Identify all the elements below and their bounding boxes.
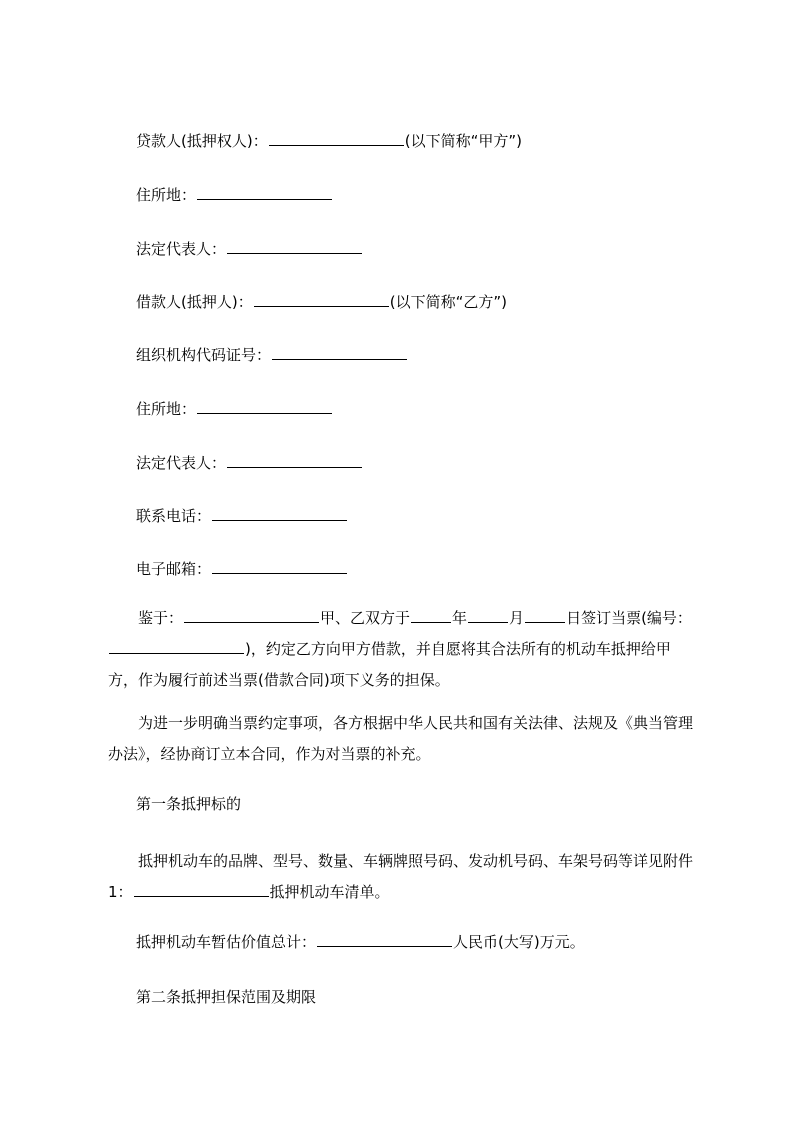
- recital-ticket-no-blank[interactable]: [109, 639, 244, 654]
- email-line: [136, 559, 348, 579]
- borrower-rep-blank[interactable]: [227, 453, 362, 468]
- lender-rep-blank[interactable]: [227, 239, 362, 254]
- recital-day-blank[interactable]: [525, 608, 565, 623]
- article1-p1-part2: 抵押机动车清单。: [269, 883, 390, 901]
- lender-blank[interactable]: [269, 131, 404, 146]
- borrower-line: [136, 292, 507, 312]
- lender-label: 贷款人(抵押权人)：: [136, 132, 268, 150]
- article1-p1-part1: 抵押机动车的品牌、型号、数量、车辆牌照号码、发动机号码、车架号码等详见附件 1：: [108, 852, 694, 901]
- org-code-line: [136, 345, 408, 365]
- recital-blank-1[interactable]: [184, 608, 319, 623]
- article1-heading: 第一条抵押标的: [136, 795, 242, 813]
- recital-part1: 甲、乙双方于: [320, 609, 411, 627]
- lender-address-line: [136, 185, 333, 205]
- lender-rep-line: [136, 239, 363, 259]
- lender-line: [136, 131, 522, 151]
- org-code-blank[interactable]: [272, 345, 407, 360]
- borrower-blank[interactable]: [254, 292, 389, 307]
- lender-address-blank[interactable]: [197, 185, 332, 200]
- recital-year-blank[interactable]: [411, 608, 451, 623]
- borrower-label: 借款人(抵押人)：: [136, 293, 253, 311]
- borrower-rep-line: [136, 453, 363, 473]
- org-code-label: 组织机构代码证号：: [136, 346, 272, 364]
- article1-para2: [136, 932, 585, 952]
- article1-para1: [108, 846, 700, 908]
- email-label: 电子邮箱：: [136, 560, 212, 578]
- borrower-address-blank[interactable]: [197, 399, 332, 414]
- article1-p2-part2: 人民币(大写)万元。: [453, 933, 585, 951]
- recital-prefix: 鉴于：: [138, 609, 184, 627]
- borrower-address-line: [136, 399, 333, 419]
- phone-label: 联系电话：: [136, 507, 212, 525]
- purpose-paragraph: [108, 708, 700, 770]
- article2-heading: 第二条抵押担保范围及期限: [136, 988, 317, 1006]
- borrower-suffix: (以下简称“乙方”): [389, 293, 507, 311]
- lender-rep-label: 法定代表人：: [136, 240, 227, 258]
- recital-month: 月: [509, 609, 525, 627]
- recital-paragraph: [108, 603, 700, 696]
- lender-suffix: (以下简称“甲方”): [404, 132, 522, 150]
- borrower-address-label: 住所地：: [136, 400, 197, 418]
- recital-part2: 日签订当票(编号：: [566, 609, 692, 627]
- phone-blank[interactable]: [212, 506, 347, 521]
- article1-p1-blank[interactable]: [134, 882, 269, 897]
- recital-part3: )，约定乙方向甲方借款，并自愿将其合法所有的机动车抵押给甲方，作为履行前述当票(借款合同)项下义务的担保。: [108, 640, 671, 689]
- purpose-text: 为进一步明确当票约定事项，各方根据中华人民共和国有关法律、法规及《典当管理办法》，经协商订立本合同，作为对当票的补充。: [108, 714, 694, 763]
- article1-p2-blank[interactable]: [317, 932, 452, 947]
- recital-year: 年: [452, 609, 468, 627]
- phone-line: [136, 506, 348, 526]
- lender-address-label: 住所地：: [136, 186, 197, 204]
- email-blank[interactable]: [212, 559, 347, 574]
- recital-month-blank[interactable]: [468, 608, 508, 623]
- article1-p2-part1: 抵押机动车暂估价值总计：: [136, 933, 317, 951]
- borrower-rep-label: 法定代表人：: [136, 454, 227, 472]
